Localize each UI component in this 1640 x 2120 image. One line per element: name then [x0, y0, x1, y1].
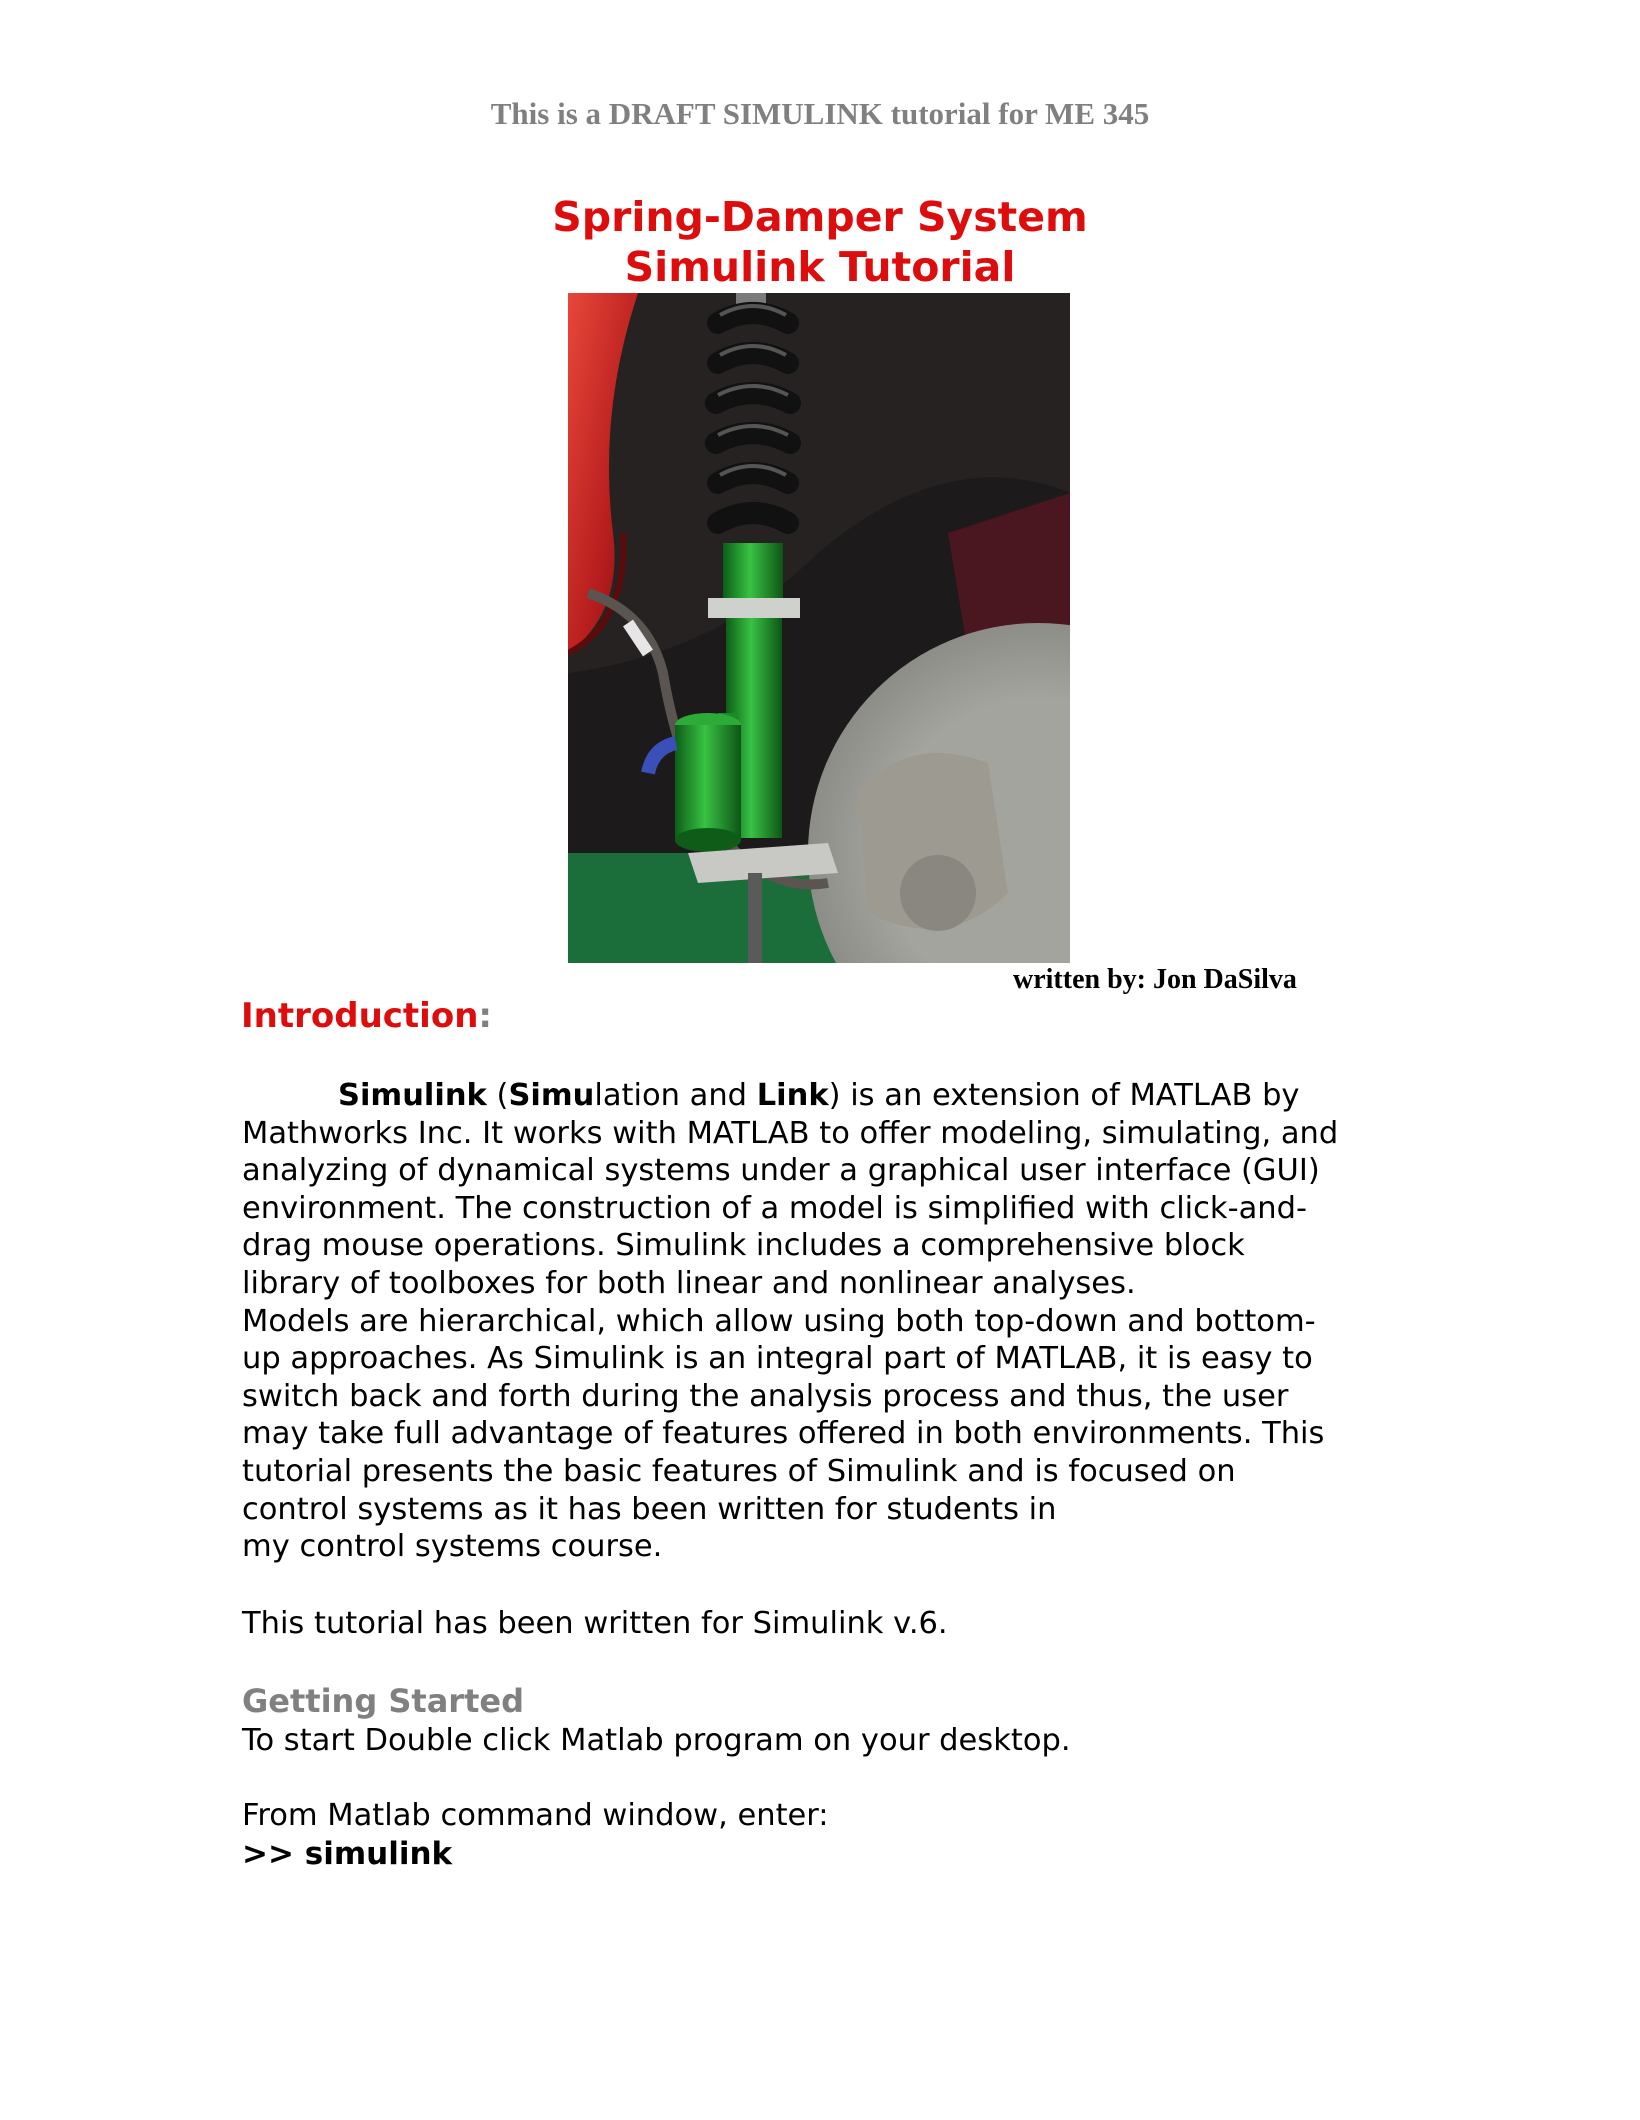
version-note: This tutorial has been written for Simulink v.6.: [242, 1606, 948, 1641]
intro-line-13: my control systems course.: [242, 1529, 663, 1565]
term-simu: Simu: [508, 1078, 595, 1113]
damper-upper-shape: [723, 543, 783, 603]
intro-line-4: environment. The construction of a model is simplified with click-and-: [242, 1190, 1307, 1226]
intro-line-6: library of toolboxes for both linear and nonlinear analyses.: [242, 1265, 1136, 1301]
introduction-heading-text: Introduction: [241, 996, 479, 1036]
author-credit: written by: Jon DaSilva: [1013, 964, 1297, 995]
getting-started-heading: Getting Started: [242, 1682, 524, 1720]
intro-line-8: up approaches. As Simulink is an integral part of MATLAB, it is easy to: [242, 1341, 1313, 1377]
intro-line-5: drag mouse operations. Simulink includes a comprehensive block: [242, 1228, 1245, 1264]
intro-line-1: [242, 1077, 1412, 1115]
intro-line-12: control systems as it has been written for students in: [242, 1491, 1057, 1527]
suspension-illustration: [568, 293, 1070, 963]
command-window-instruction: From Matlab command window, enter:: [242, 1798, 829, 1833]
introduction-heading: [241, 996, 492, 1036]
reservoir-shape: [675, 725, 741, 840]
suspension-photo: [568, 293, 1070, 963]
title-line-1: Spring-Damper System: [552, 193, 1088, 241]
intro-line-1-rest: ) is an extension of MATLAB by: [828, 1078, 1300, 1113]
introduction-body: [242, 1077, 1412, 1566]
intro-line-9: switch back and forth during the analysis process and thus, the user: [242, 1378, 1289, 1414]
intro-line-2: Mathworks Inc. It works with MATLAB to offer modeling, simulating, and: [242, 1115, 1339, 1151]
intro-line-7: Models are hierarchical, which allow using both top-down and bottom-: [242, 1303, 1316, 1339]
getting-started-instruction: To start Double click Matlab program on your desktop.: [242, 1723, 1071, 1758]
lation-and: lation and: [594, 1078, 757, 1113]
term-simulink: Simulink: [338, 1078, 487, 1113]
intro-line-3: analyzing of dynamical systems under a graphical user interface (GUI): [242, 1153, 1320, 1189]
paren-open: (: [486, 1078, 509, 1113]
title-line-2: Simulink Tutorial: [624, 243, 1016, 291]
simulink-command: >> simulink: [242, 1836, 453, 1872]
intro-line-10: may take full advantage of features offered in both environments. This: [242, 1416, 1325, 1452]
introduction-heading-colon: :: [478, 996, 493, 1036]
page-title: [0, 192, 1640, 292]
intro-line-11: tutorial presents the basic features of Simulink and is focused on: [242, 1453, 1236, 1489]
draft-note: This is a DRAFT SIMULINK tutorial for ME 345: [490, 96, 1150, 131]
term-link: Link: [756, 1078, 829, 1113]
